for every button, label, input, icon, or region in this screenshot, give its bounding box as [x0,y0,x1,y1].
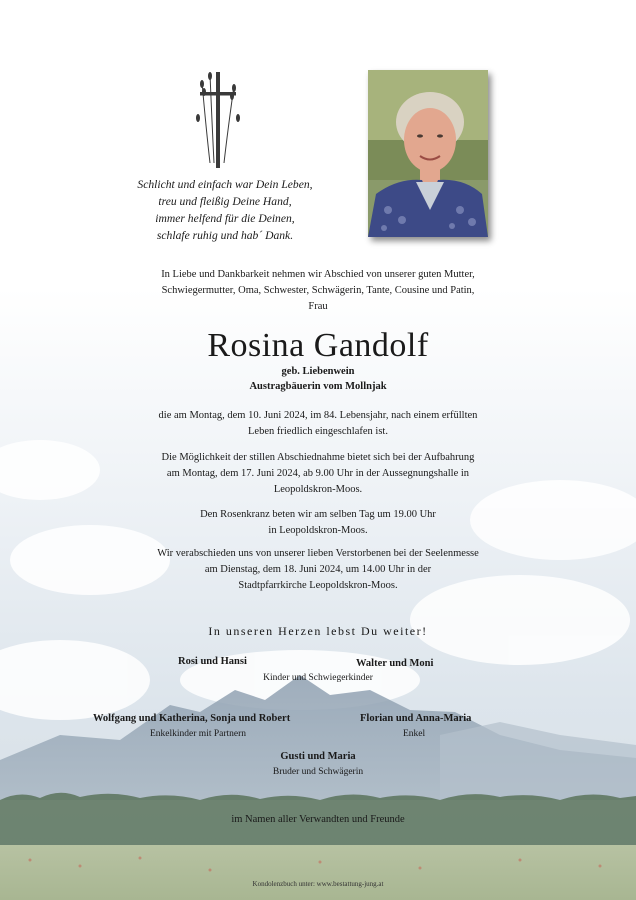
siblings-relation: Bruder und Schwägerin [272,767,364,777]
field [0,845,636,900]
paragraph-line: Stadtpfarrkirche Leopoldskron-Moos. [238,580,398,591]
intro-line: In Liebe und Dankbarkeit nehmen wir Abschied von unserer guten Mutter, [161,269,475,280]
condolence-footer: Kondolenzbuch unter: www.bestattung-jung.at [252,880,384,888]
family-walter-moni: Walter und Moni [356,658,434,669]
family-rosi-hansi: Rosi und Hansi [178,656,247,667]
paragraph-line: am Montag, dem 17. Juni 2024, ab 9.00 Uhr in der Aussegnungshalle in [166,468,470,479]
family-florian: Florian und Anna-Maria [360,713,472,724]
paragraph-line: Leben friedlich eingeschlafen ist. [248,426,388,437]
paragraph-line: am Dienstag, dem 18. Juni 2024, um 14.00 Uhr in der [204,564,432,575]
heart-line: In unseren Herzen lebst Du weiter! [208,624,428,638]
verse-line: treu und fleißig Deine Hand, [158,195,292,208]
verse-line: Schlicht und einfach war Dein Leben, [137,178,313,191]
verse [110,176,340,244]
cross-wheat-icon [190,68,246,170]
intro-text [112,267,524,315]
viewing-paragraph [100,450,536,498]
closing-line: im Namen aller Verwandten und Freunde [231,814,405,825]
children-relation: Kinder und Schwiegerkinder [263,673,373,683]
death-paragraph [100,408,536,440]
birth-name: geb. Liebenwein [281,366,355,377]
intro-line: Frau [308,301,328,312]
grandchildren-relation: Enkelkinder mit Partnern [150,729,247,739]
paragraph-line: Leopoldskron-Moos. [273,484,363,495]
intro-line: Schwiegermutter, Oma, Schwester, Schwägerin, Tante, Cousine und Patin, [161,285,475,296]
mass-paragraph [100,546,536,594]
paragraph-line: in Leopoldskron-Moos. [268,525,368,536]
verse-line: schlafe ruhig und hab´ Dank. [156,229,294,242]
paragraph-line: Die Möglichkeit der stillen Abschiednahme bietet sich bei der Aufbahrung [161,452,475,463]
paragraph-line: die am Montag, dem 10. Juni 2024, im 84. Lebensjahr, nach einem erfüllten [158,410,478,421]
rosary-paragraph [100,507,536,539]
great-relation: Enkel [403,729,426,739]
family-gusti-maria: Gusti und Maria [280,751,356,762]
deceased-name: Rosina Gandolf [207,327,429,364]
verse-line: immer helfend für die Deinen, [155,212,295,225]
portrait-photo [368,70,488,237]
paragraph-line: Wir verabschieden uns von unserer lieben Verstorbenen bei der Seelenmesse [157,548,479,559]
paragraph-line: Den Rosenkranz beten wir am selben Tag um 19.00 Uhr [200,509,436,520]
family-wolfgang: Wolfgang und Katherina, Sonja und Robert [93,713,291,724]
deceased-title: Austragbäuerin vom Mollnjak [249,381,387,392]
